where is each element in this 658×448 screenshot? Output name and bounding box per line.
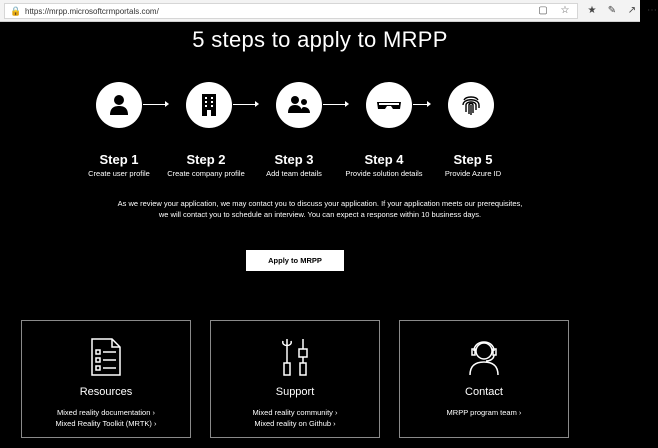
share-icon[interactable]: ↗ (627, 5, 637, 16)
mrpp-team-link[interactable]: MRPP program team › (446, 408, 522, 417)
building-icon (196, 92, 222, 118)
more-icon[interactable]: ⋯ (647, 5, 657, 16)
arrow-right-icon (345, 101, 349, 107)
arrow-right-icon (255, 101, 259, 107)
step-5-label: Step 5 (453, 152, 493, 167)
address-bar[interactable] (4, 3, 578, 19)
step-4-label: Step 4 (364, 152, 404, 167)
step-4-desc: Provide solution details (345, 169, 423, 178)
step-connector (143, 104, 165, 105)
page-title: 5 steps to apply to MRPP (192, 27, 448, 52)
support-title: Support (275, 386, 315, 398)
tools-icon (277, 337, 313, 377)
resources-card (21, 320, 191, 438)
favorites-icon[interactable]: ★ (587, 5, 597, 16)
step-5-circle (448, 82, 494, 128)
step-4-circle (366, 82, 412, 128)
mixed-reality-docs-link[interactable]: Mixed reality documentation › (57, 408, 155, 417)
step-1-desc: Create user profile (88, 169, 150, 178)
arrow-right-icon (165, 101, 169, 107)
reading-view-icon[interactable]: ▢ (538, 5, 548, 16)
step-2-label: Step 2 (186, 152, 226, 167)
step-connector (413, 104, 427, 105)
step-1-label: Step 1 (99, 152, 139, 167)
step-3-desc: Add team details (266, 169, 322, 178)
mixed-reality-github-link[interactable]: Mixed reality on Github › (254, 419, 336, 428)
user-icon (106, 92, 132, 118)
step-1-circle (96, 82, 142, 128)
browser-toolbar (0, 0, 657, 22)
step-connector (323, 104, 345, 105)
headset-device-icon (376, 92, 402, 118)
contact-title: Contact (465, 386, 503, 398)
url-text[interactable]: https://mrpp.microsoftcrmportals.com/ (25, 6, 159, 16)
mrtk-link[interactable]: Mixed Reality Toolkit (MRTK) › (55, 419, 157, 428)
contact-card (399, 320, 569, 438)
team-icon (286, 92, 312, 118)
step-3-label: Step 3 (274, 152, 314, 167)
step-3-circle (276, 82, 322, 128)
lock-icon: 🔒 (10, 6, 22, 16)
checklist-icon (88, 337, 124, 377)
fingerprint-icon (458, 92, 484, 118)
step-2-desc: Create company profile (167, 169, 245, 178)
step-2-circle (186, 82, 232, 128)
apply-button[interactable]: Apply to MRPP (246, 250, 344, 271)
support-agent-icon (466, 337, 502, 377)
arrow-right-icon (427, 101, 431, 107)
step-5-desc: Provide Azure ID (444, 169, 502, 178)
step-connector (233, 104, 255, 105)
resources-title: Resources (79, 386, 133, 398)
pen-icon[interactable]: ✎ (607, 5, 617, 16)
support-card (210, 320, 380, 438)
info-text: As we review your application, we may contact you to discuss your application. If your application meets our prerequisites, we will contact you to schedule an interview. You can expect a response within 10 business days. (117, 199, 523, 219)
mixed-reality-community-link[interactable]: Mixed reality community › (252, 408, 338, 417)
favorite-star-icon[interactable]: ☆ (560, 5, 570, 16)
